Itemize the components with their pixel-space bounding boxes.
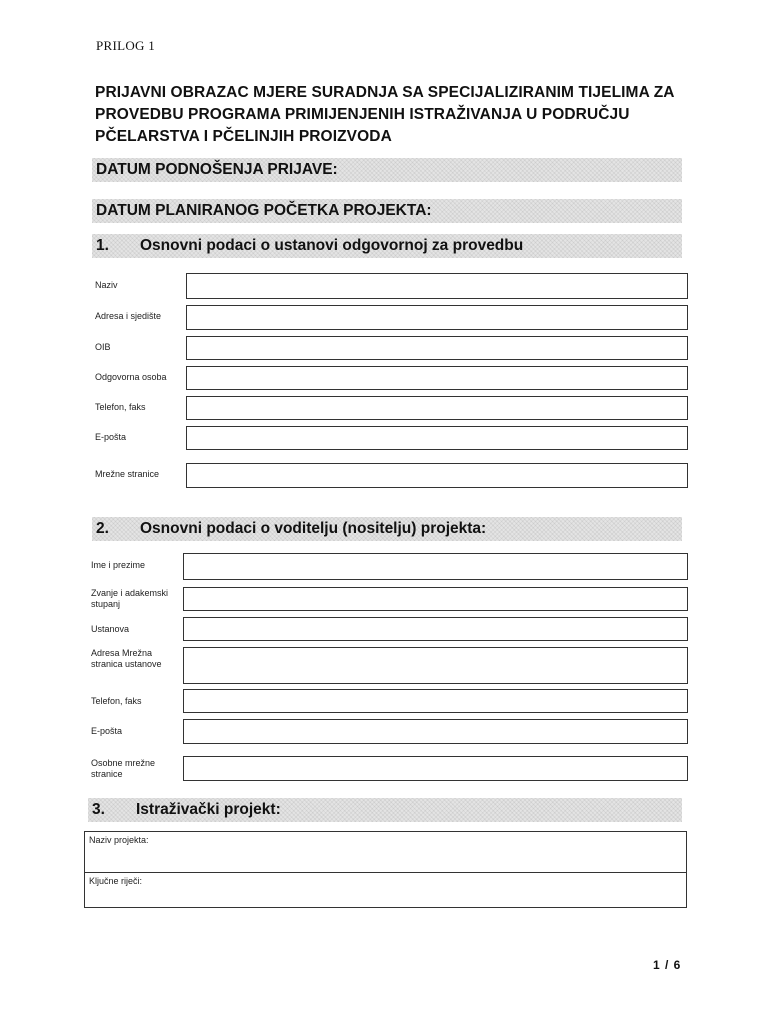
form-title: [95, 82, 695, 148]
attachment-label: PRILOG 1: [96, 38, 156, 53]
project-start-date-label: DATUM PLANIRANOG POČETKA PROJEKTA:: [96, 202, 432, 219]
form-title-line-3: PČELARSTVA I PČELINJIH PROIZVODA: [95, 128, 392, 145]
institution-oib-field[interactable]: [186, 336, 688, 360]
section-3-title: Istraživački projekt:: [136, 801, 281, 818]
keywords-label: Ključne riječi:: [89, 876, 143, 886]
project-name-label: Naziv projekta:: [89, 835, 149, 845]
leader-name-field[interactable]: [183, 553, 688, 580]
institution-website-field[interactable]: [186, 463, 688, 488]
field-label: Ustanova: [91, 624, 130, 634]
section-3-number: 3.: [92, 801, 105, 818]
section-1-number: 1.: [96, 237, 109, 254]
section-1-header: [92, 234, 682, 258]
section-2-title: Osnovni podaci o voditelju (nositelju) projekta:: [140, 520, 487, 537]
field-label: Telefon, faks: [95, 402, 146, 412]
submission-date-label: DATUM PODNOŠENJA PRIJAVE:: [96, 161, 338, 178]
project-name-box[interactable]: [84, 831, 687, 873]
leader-address-website-field[interactable]: [183, 647, 688, 684]
field-label: OIB: [95, 342, 111, 352]
field-label: Naziv: [95, 280, 118, 290]
form-title-line-1: PRIJAVNI OBRAZAC MJERE SURADNJA SA SPECIJALIZIRANIM TIJELIMA ZA: [95, 84, 675, 101]
field-label: E-pošta: [95, 432, 127, 442]
field-label: Zvanje i adakemski stupanj: [91, 588, 169, 609]
field-label: Adresa i sjedište: [95, 311, 162, 321]
institution-address-field[interactable]: [186, 305, 688, 330]
section-2-header: [92, 517, 682, 541]
field-label: Telefon, faks: [91, 696, 142, 706]
keywords-box[interactable]: [84, 872, 687, 908]
submission-date-band: [92, 158, 682, 182]
page-number: 1 / 6: [653, 958, 682, 972]
institution-email-field[interactable]: [186, 426, 688, 450]
field-label: Mrežne stranice: [95, 469, 160, 479]
responsible-person-field[interactable]: [186, 366, 688, 390]
leader-institution-field[interactable]: [183, 617, 688, 641]
section-2-number: 2.: [96, 520, 109, 537]
section-1-title: Osnovni podaci o ustanovi odgovornoj za provedbu: [140, 237, 524, 254]
field-label: Odgovorna osoba: [95, 372, 167, 382]
field-label: Ime i prezime: [91, 560, 146, 570]
leader-personal-website-field[interactable]: [183, 756, 688, 781]
form-title-line-2: PROVEDBU PROGRAMA PRIMIJENJENIH ISTRAŽIVANJA U PODRUČJU: [95, 106, 630, 123]
project-start-date-band: [92, 199, 682, 223]
institution-name-field[interactable]: [186, 273, 688, 299]
section-3-header: [88, 798, 682, 822]
field-label: Adresa Mrežna stranica ustanove: [91, 648, 162, 669]
leader-phone-field[interactable]: [183, 689, 688, 713]
field-label: E-pošta: [91, 726, 123, 736]
institution-phone-field[interactable]: [186, 396, 688, 420]
leader-title-degree-field[interactable]: [183, 587, 688, 611]
leader-email-field[interactable]: [183, 719, 688, 744]
field-label: Osobne mrežne stranice: [91, 758, 156, 779]
